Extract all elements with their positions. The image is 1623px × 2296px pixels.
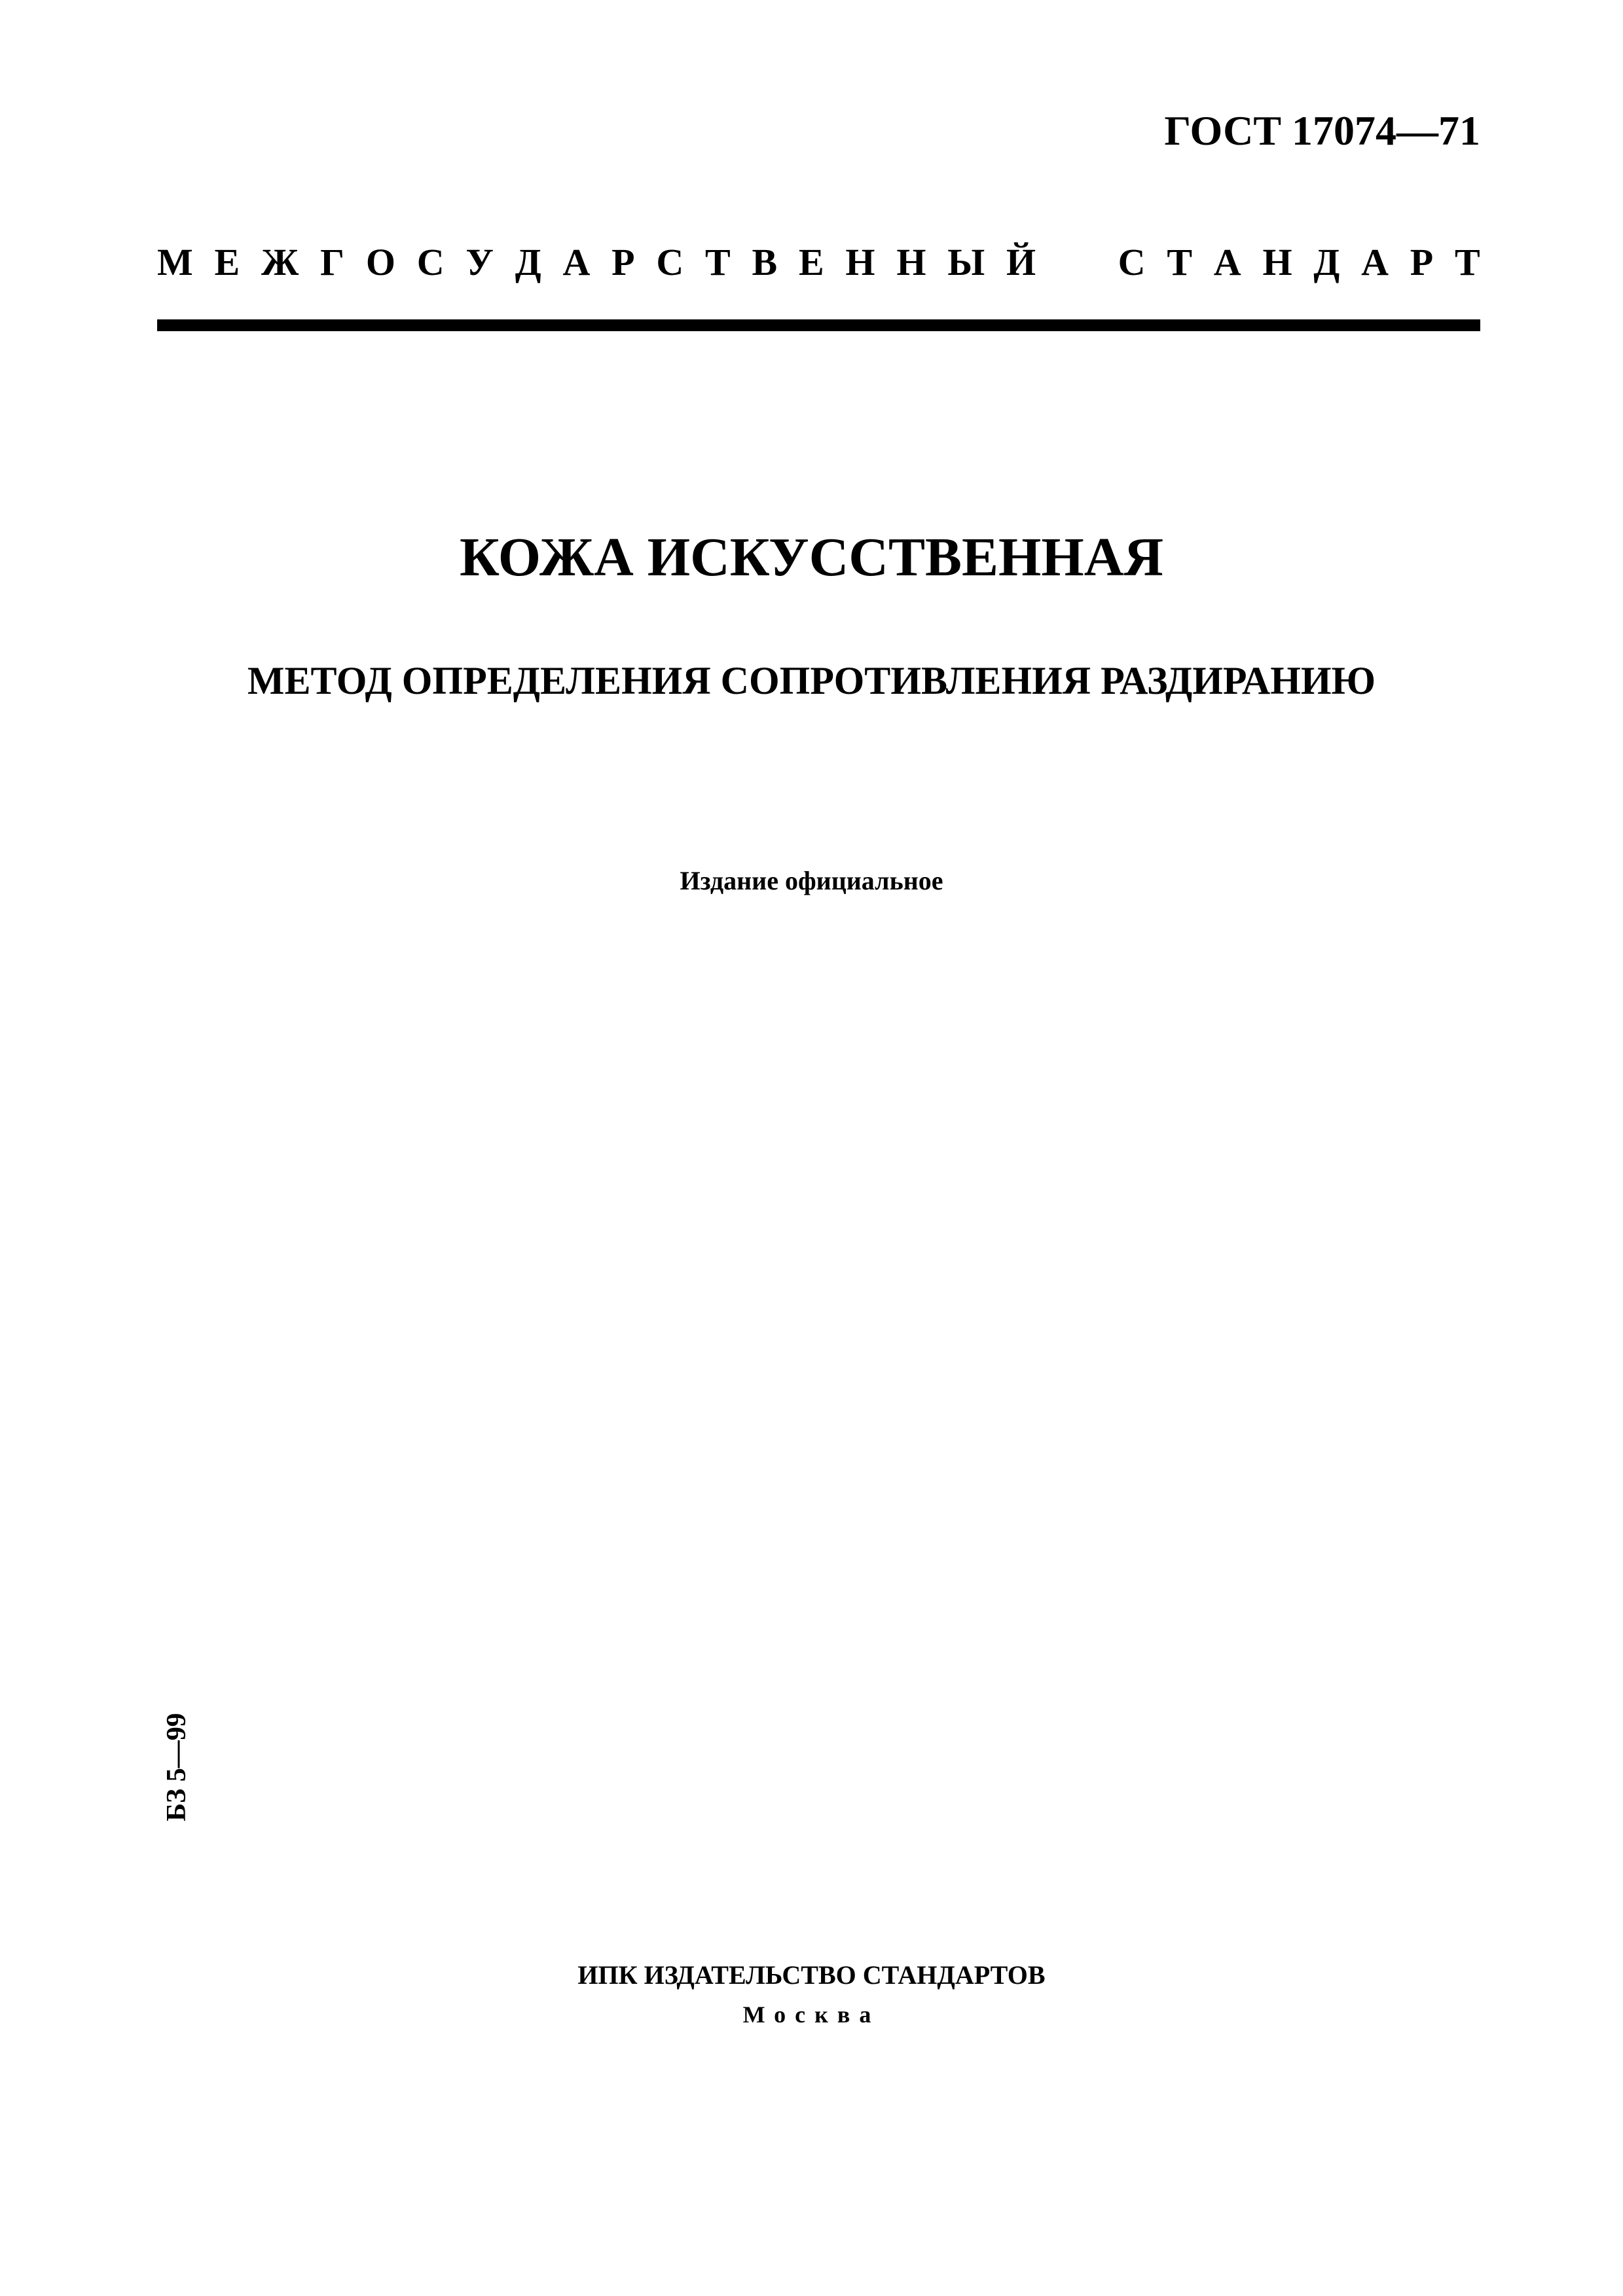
heading-letter: Ы — [947, 241, 985, 283]
heading-letter: А — [1361, 241, 1389, 283]
document-title: КОЖА ИСКУССТВЕННАЯ — [459, 527, 1164, 588]
document-subtitle: МЕТОД ОПРЕДЕЛЕНИЯ СОПРОТИВЛЕНИЯ РАЗДИРАНИЮ — [247, 659, 1376, 702]
publisher-name: ИПК ИЗДАТЕЛЬСТВО СТАНДАРТОВ — [577, 1960, 1046, 1990]
heading-letter: М — [157, 241, 193, 283]
heading-letter: Г — [320, 241, 345, 283]
edition-note: Издание официальное — [680, 866, 943, 895]
heading-letter: С — [656, 241, 684, 283]
heading-letter: Т — [705, 241, 731, 283]
heading-letter: Н — [1262, 241, 1292, 283]
heading-letter: А — [562, 241, 591, 283]
heading-letter: Т — [1167, 241, 1193, 283]
heading-letter: В — [752, 241, 778, 283]
heading-letter: Т — [1454, 241, 1480, 283]
standard-type-heading — [157, 243, 1480, 281]
heading-letter: Е — [798, 241, 824, 283]
heading-letter: Д — [1313, 241, 1340, 283]
heading-letter: А — [1213, 241, 1241, 283]
heading-letter: Ж — [261, 241, 299, 283]
publisher-city: Москва — [742, 2001, 881, 2028]
heading-letter: С — [1118, 241, 1146, 283]
heading-letter: Р — [1410, 241, 1434, 283]
heading-letter: У — [465, 241, 494, 283]
heading-letter: Е — [214, 241, 240, 283]
letter-space — [1057, 243, 1097, 281]
heading-letter: Й — [1006, 241, 1036, 283]
header-rule — [157, 319, 1480, 331]
side-code-label: БЗ 5—99 — [162, 1713, 192, 1821]
heading-letter: О — [365, 241, 395, 283]
heading-letter: Д — [515, 241, 541, 283]
heading-letter: Н — [896, 241, 926, 283]
document-number: ГОСТ 17074—71 — [1164, 107, 1480, 154]
heading-letter: С — [416, 241, 445, 283]
heading-letter: Р — [611, 241, 635, 283]
heading-letter: Н — [845, 241, 875, 283]
